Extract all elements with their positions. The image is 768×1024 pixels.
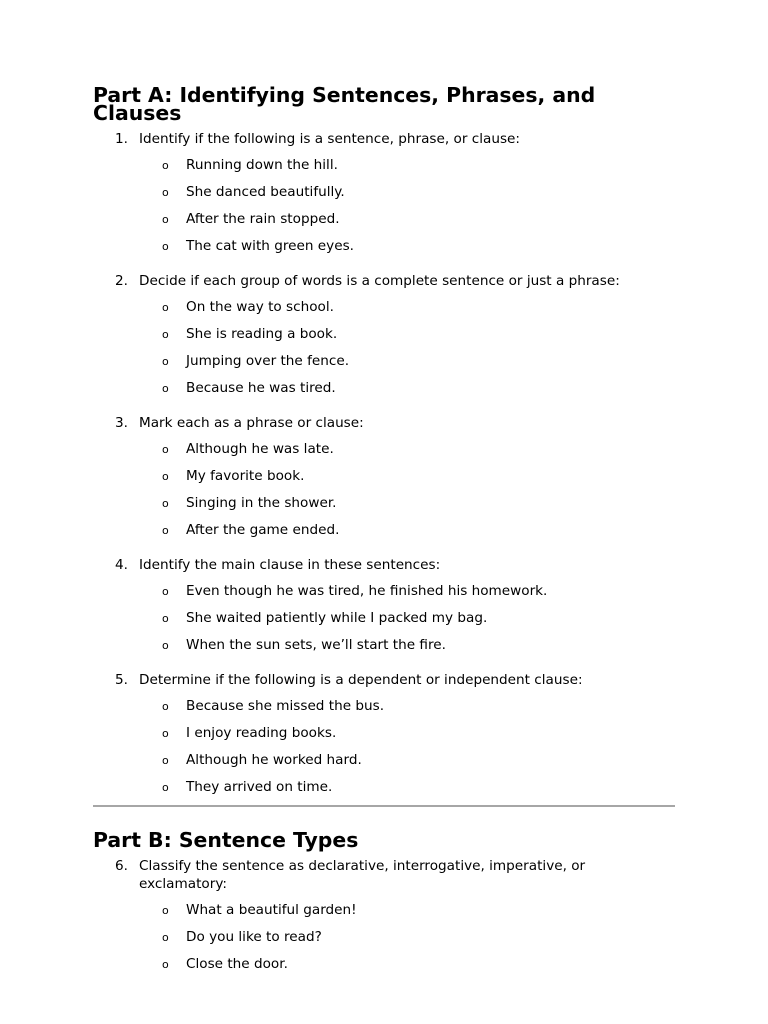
part-a-questions xyxy=(93,130,675,805)
question-6 xyxy=(93,857,675,893)
circle-bullet-icon: o xyxy=(162,328,169,341)
circle-bullet-icon: o xyxy=(162,727,169,740)
question-text: Classify the sentence as declarative, interrogative, imperative, or exclamatory: xyxy=(139,858,586,892)
question-1-items xyxy=(93,156,675,264)
part-b-title: Part B: Sentence Types xyxy=(93,828,359,852)
question-4-items xyxy=(93,582,675,663)
list-item: o Jumping over the fence. xyxy=(162,353,350,369)
circle-bullet-icon: o xyxy=(162,958,169,971)
question-number: 2. xyxy=(115,273,128,289)
list-item: o Although he was late. xyxy=(162,441,334,457)
question-2 xyxy=(93,272,675,290)
question-number: 1. xyxy=(115,131,128,147)
list-item: o After the rain stopped. xyxy=(162,211,340,227)
question-6-items xyxy=(93,901,675,982)
question-number: 5. xyxy=(115,672,128,688)
list-item: o Although he worked hard. xyxy=(162,752,362,768)
list-item: o What a beautiful garden! xyxy=(162,902,357,918)
question-text: Determine if the following is a dependent or independent clause: xyxy=(139,672,583,688)
circle-bullet-icon: o xyxy=(162,213,169,226)
list-item: o Because she missed the bus. xyxy=(162,698,385,714)
circle-bullet-icon: o xyxy=(162,754,169,767)
question-2-items xyxy=(93,298,675,406)
question-1 xyxy=(93,130,675,148)
question-3-items xyxy=(93,440,675,548)
circle-bullet-icon: o xyxy=(162,443,169,456)
list-item: o Close the door. xyxy=(162,956,288,972)
circle-bullet-icon: o xyxy=(162,301,169,314)
list-item: o Because he was tired. xyxy=(162,380,336,396)
circle-bullet-icon: o xyxy=(162,639,169,652)
circle-bullet-icon: o xyxy=(162,931,169,944)
circle-bullet-icon: o xyxy=(162,355,169,368)
list-item: o She is reading a book. xyxy=(162,326,338,342)
question-number: 3. xyxy=(115,415,128,431)
worksheet-page xyxy=(93,83,675,982)
question-text: Mark each as a phrase or clause: xyxy=(139,415,364,431)
list-item: o She danced beautifully. xyxy=(162,184,345,200)
list-item: o Even though he was tired, he finished his homework. xyxy=(162,583,548,599)
list-item: o They arrived on time. xyxy=(162,779,333,795)
question-text: Identify the main clause in these sentences: xyxy=(139,557,441,573)
list-item: o I enjoy reading books. xyxy=(162,725,337,741)
list-item: o When the sun sets, we’ll start the fire. xyxy=(162,637,446,653)
circle-bullet-icon: o xyxy=(162,186,169,199)
list-item: o Singing in the shower. xyxy=(162,495,337,511)
section-divider xyxy=(93,805,675,807)
list-item: o Do you like to read? xyxy=(162,929,322,945)
question-number: 6. xyxy=(115,858,128,874)
circle-bullet-icon: o xyxy=(162,700,169,713)
question-3 xyxy=(93,414,675,432)
circle-bullet-icon: o xyxy=(162,470,169,483)
part-a-title: Part A: Identifying Sentences, Phrases, and Clauses xyxy=(93,83,596,125)
circle-bullet-icon: o xyxy=(162,904,169,917)
list-item: o The cat with green eyes. xyxy=(162,238,354,254)
question-5-items xyxy=(93,697,675,805)
question-5 xyxy=(93,671,675,689)
list-item: o My favorite book. xyxy=(162,468,305,484)
circle-bullet-icon: o xyxy=(162,781,169,794)
list-item: o She waited patiently while I packed my bag. xyxy=(162,610,488,626)
list-item: o Running down the hill. xyxy=(162,157,338,173)
circle-bullet-icon: o xyxy=(162,382,169,395)
circle-bullet-icon: o xyxy=(162,612,169,625)
circle-bullet-icon: o xyxy=(162,159,169,172)
question-text: Identify if the following is a sentence, phrase, or clause: xyxy=(139,131,520,147)
question-number: 4. xyxy=(115,557,128,573)
circle-bullet-icon: o xyxy=(162,524,169,537)
circle-bullet-icon: o xyxy=(162,240,169,253)
list-item: o After the game ended. xyxy=(162,522,340,538)
circle-bullet-icon: o xyxy=(162,497,169,510)
list-item: o On the way to school. xyxy=(162,299,334,315)
question-text: Decide if each group of words is a complete sentence or just a phrase: xyxy=(139,273,620,289)
question-4 xyxy=(93,556,675,574)
part-b-questions xyxy=(93,857,675,982)
circle-bullet-icon: o xyxy=(162,585,169,598)
